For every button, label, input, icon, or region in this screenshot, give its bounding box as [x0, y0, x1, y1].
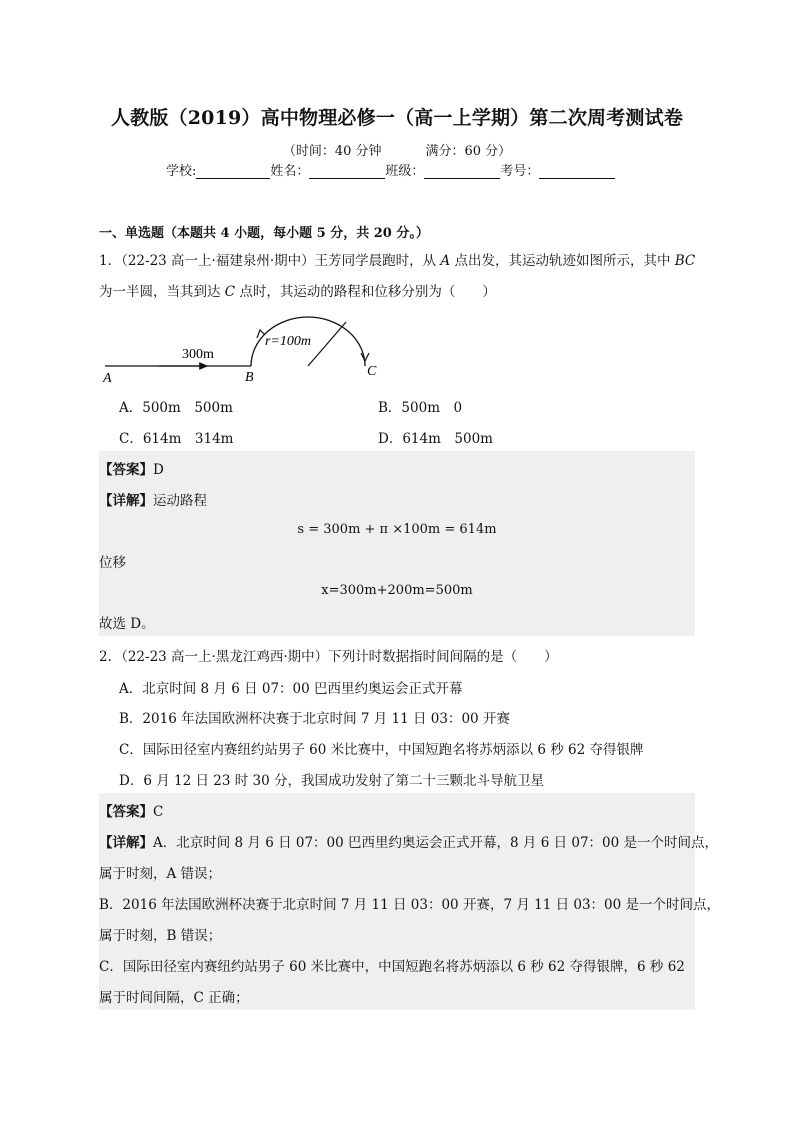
arc-arrow-2-icon	[361, 353, 369, 361]
q2-option-d[interactable]: D．6 月 12 日 23 时 30 分，我国成功发射了第二十三颗北斗导航卫星	[119, 773, 544, 789]
q2-detail-a: 【详解】A．北京时间 8 月 6 日 07：00 巴西里约奥运会正式开幕，8 月 6 日 07：00 是一个时间点，	[99, 835, 719, 851]
q2-option-b[interactable]: B．2016 年法国欧洲杯决赛于北京时间 7 月 11 日 03：00 开赛	[119, 711, 510, 727]
section-heading: 一、单选题（本题共 4 小题，每小题 5 分，共 20 分。）	[99, 226, 429, 241]
q1-conclusion: 故选 D。	[99, 616, 155, 632]
q2-answer: 【答案】C	[99, 804, 164, 820]
number-blank[interactable]	[539, 178, 615, 179]
q2-detail-b: B．2016 年法国欧洲杯决赛于北京时间 7 月 11 日 03：00 开赛，7 月 11 日 03：00 是一个时间点，	[99, 897, 721, 913]
q2-detail-b-2: 属于时刻，B 错误；	[99, 928, 222, 944]
point-b: B	[245, 370, 254, 385]
q1-stem-line2: 为一半圆，当其到达 C 点时，其运动的路程和位移分别为（ ）	[99, 284, 496, 300]
q1-option-c[interactable]: C．614m 314m	[119, 431, 234, 447]
q2-detail-c-2: 属于时间间隔，C 正确；	[99, 990, 249, 1006]
q1-detail-2: 位移	[99, 555, 126, 571]
label-radius: r=100m	[265, 334, 312, 349]
q2-stem: 2．（22-23 高一上·黑龙江鸡西·期中）下列计时数据指时间间隔的是（ ）	[99, 649, 558, 665]
q1-answer-block	[99, 451, 695, 636]
q1-figure	[99, 308, 399, 388]
exam-time: （时间：40 分钟	[282, 144, 382, 159]
arc-arrow-1-icon	[257, 330, 265, 338]
point-a: A	[103, 371, 112, 386]
q2-option-c[interactable]: C．国际田径室内赛纽约站男子 60 米比赛中，中国短跑名将苏炳添以 6 秒 62 夺得银牌	[119, 742, 644, 758]
page-title: 人教版（2019）高中物理必修一（高一上学期）第二次周考测试卷	[110, 107, 684, 129]
label-300m: 300m	[182, 347, 214, 362]
q2-detail-a-2: 属于时刻，A 错误；	[99, 866, 222, 882]
q1-equation-1: s = 300m + π ×100m = 614m	[297, 522, 497, 537]
q1-option-d[interactable]: D．614m 500m	[378, 431, 493, 447]
number-label: 考号：	[500, 164, 540, 179]
student-fields	[166, 160, 615, 179]
q1-equation-2: x=300m+200m=500m	[321, 583, 473, 598]
name-blank[interactable]	[309, 178, 385, 179]
q1-option-a[interactable]: A．500m 500m	[119, 400, 233, 416]
exam-info	[0, 140, 794, 159]
school-label: 学校:	[166, 164, 197, 179]
q1-detail: 【详解】运动路程	[99, 493, 207, 509]
q1-stem-line1: 1．（22-23 高一上·福建泉州·期中）王芳同学晨跑时，从 A 点出发，其运动轨迹如图所示，其中 BC	[99, 253, 696, 269]
q1-answer: 【答案】D	[99, 462, 164, 478]
exam-score: 满分：60 分）	[425, 144, 512, 159]
q1-option-b[interactable]: B．500m 0	[378, 400, 463, 416]
q2-detail-c: C．国际田径室内赛纽约站男子 60 米比赛中，中国短跑名将苏炳添以 6 秒 62 夺得银牌，6 秒 62	[99, 959, 685, 975]
school-blank[interactable]	[196, 178, 270, 179]
class-label: 班级：	[385, 164, 425, 179]
q2-option-a[interactable]: A．北京时间 8 月 6 日 07：00 巴西里约奥运会正式开幕	[119, 681, 463, 697]
radius-line	[308, 322, 346, 366]
name-label: 姓名：	[270, 164, 310, 179]
class-blank[interactable]	[424, 178, 500, 179]
point-c: C	[367, 364, 377, 379]
